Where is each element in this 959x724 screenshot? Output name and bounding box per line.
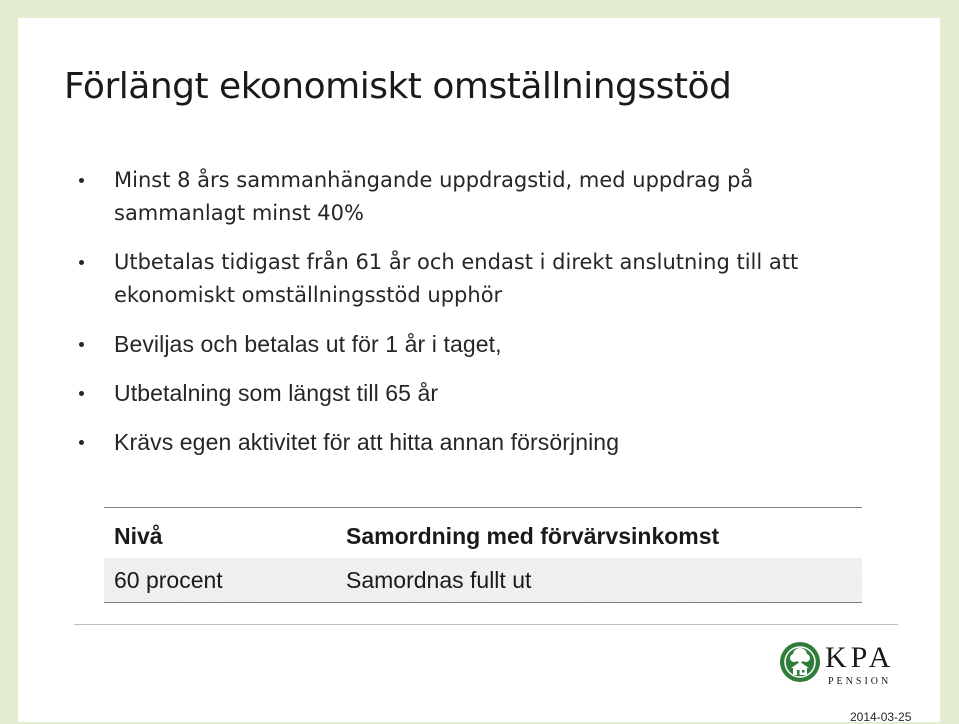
bullet-text: Utbetalas tidigast från 61 år och endast i direkt anslutning till att ekonomiskt omställningsstöd upphör xyxy=(114,250,799,307)
cell-level: 60 procent xyxy=(104,558,336,603)
slide-date: 2014-03-25 xyxy=(850,710,912,724)
bullet-item xyxy=(74,164,874,230)
bullet-item xyxy=(74,426,874,459)
level-table xyxy=(104,507,862,603)
bullet-text: Krävs egen aktivitet för att hitta annan försörjning xyxy=(114,429,620,455)
logo-subtitle: PENSION xyxy=(828,676,892,687)
table-header-row xyxy=(104,508,862,559)
bullet-list xyxy=(74,164,874,475)
bullet-text: Utbetalning som längst till 65 år xyxy=(114,380,439,406)
logo-name: KPA xyxy=(825,641,895,674)
bullet-item xyxy=(74,328,874,361)
kpa-pension-logo xyxy=(778,638,898,704)
tree-house-icon xyxy=(778,640,822,684)
footer-divider xyxy=(74,624,898,625)
bullet-item xyxy=(74,377,874,410)
header-level: Nivå xyxy=(104,508,336,559)
slide-title: Förlängt ekonomiskt omställningsstöd xyxy=(64,66,732,107)
cell-coordination: Samordnas fullt ut xyxy=(336,558,862,603)
bullet-text: Beviljas och betalas ut för 1 år i taget, xyxy=(114,331,502,357)
header-coordination: Samordning med förvärvsinkomst xyxy=(336,508,862,559)
slide xyxy=(18,18,940,722)
table-row xyxy=(104,558,862,603)
bullet-text: Minst 8 års sammanhängande uppdragstid, med uppdrag på sammanlagt minst 40% xyxy=(114,168,754,225)
bullet-item xyxy=(74,246,874,312)
